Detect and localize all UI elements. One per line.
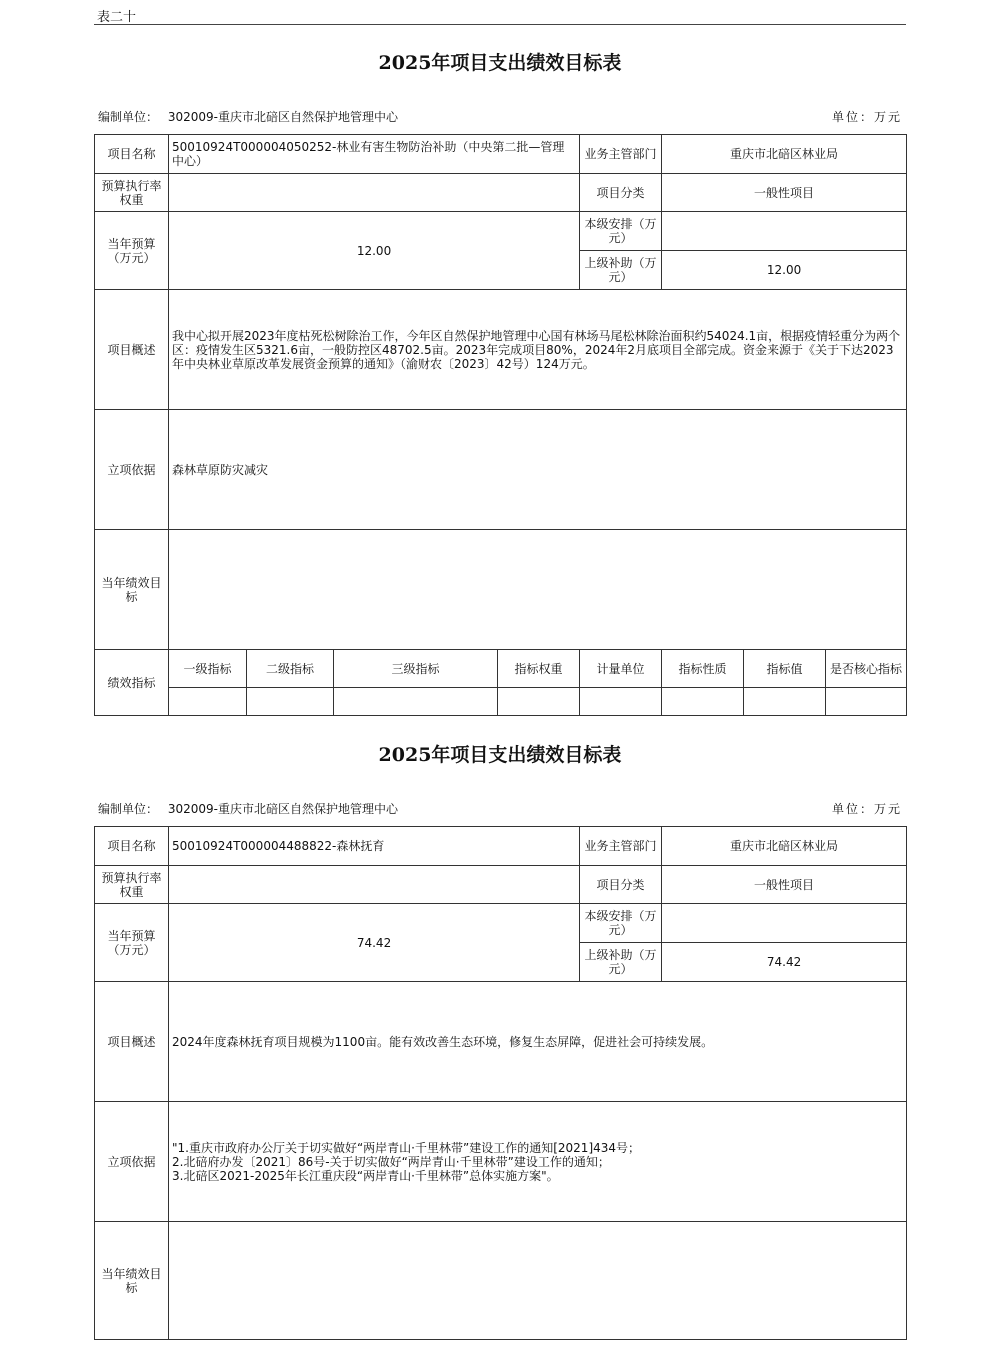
performance-table-1 <box>94 134 907 716</box>
indicator-header: 二级指标 <box>247 650 334 688</box>
indicator-cell <box>662 688 744 716</box>
table-number-tag: 表二十 <box>97 10 137 25</box>
overview-label: 项目概述 <box>95 290 169 410</box>
local-budget-value <box>662 212 907 251</box>
indicator-cell <box>169 688 247 716</box>
top-divider <box>94 24 906 25</box>
indicator-header: 三级指标 <box>334 650 498 688</box>
indicator-cell <box>580 688 662 716</box>
project-name-value: 50010924T000004488822-森林抚育 <box>169 827 580 866</box>
category-label: 项目分类 <box>580 174 662 212</box>
performance-table-2 <box>94 826 907 1340</box>
budget-total-value: 12.00 <box>169 212 580 290</box>
indicator-header: 指标值 <box>744 650 826 688</box>
dept-label: 业务主管部门 <box>580 827 662 866</box>
category-value: 一般性项目 <box>662 866 907 904</box>
basis-value: 森林草原防灾减灾 <box>169 410 907 530</box>
prepared-by-value: 302009-重庆市北碚区自然保护地管理中心 <box>167 110 398 124</box>
overview-value: 2024年度森林抚育项目规模为1100亩。能有效改善生态环境，修复生态屏障，促进社会可持续发展。 <box>169 982 907 1102</box>
exec-weight-label: 预算执行率权重 <box>95 174 169 212</box>
goal-label: 当年绩效目标 <box>95 1222 169 1340</box>
upper-subsidy-label: 上级补助（万元） <box>580 251 662 290</box>
local-budget-label: 本级安排（万元） <box>580 212 662 251</box>
indicator-header: 一级指标 <box>169 650 247 688</box>
exec-weight-label: 预算执行率权重 <box>95 866 169 904</box>
budget-total-value: 74.42 <box>169 904 580 982</box>
category-value: 一般性项目 <box>662 174 907 212</box>
indicator-header: 指标性质 <box>662 650 744 688</box>
basis-value <box>169 1102 907 1222</box>
basis-line: "1.重庆市政府办公厅关于切实做好“两岸青山·千里林带”建设工作的通知[2021]434号； <box>172 1140 641 1155</box>
basis-line: 2.北碚府办发〔2021〕86号-关于切实做好“两岸青山·千里林带”建设工作的通知； <box>172 1154 610 1169</box>
dept-label: 业务主管部门 <box>580 135 662 174</box>
category-label: 项目分类 <box>580 866 662 904</box>
exec-weight-value <box>169 174 580 212</box>
indicator-cell <box>334 688 498 716</box>
indicator-cell <box>826 688 907 716</box>
dept-value: 重庆市北碚区林业局 <box>662 827 907 866</box>
goal-value <box>169 530 907 650</box>
prepared-by-label: 编制单位： <box>98 802 159 816</box>
indicator-cell <box>247 688 334 716</box>
upper-subsidy-value: 74.42 <box>662 943 907 982</box>
indicator-header: 是否核心指标 <box>826 650 907 688</box>
local-budget-label: 本级安排（万元） <box>580 904 662 943</box>
goal-label: 当年绩效目标 <box>95 530 169 650</box>
basis-label: 立项依据 <box>95 410 169 530</box>
form-title-1: 2025年项目支出绩效目标表 <box>378 52 622 74</box>
indicators-label: 绩效指标 <box>95 650 169 716</box>
goal-value <box>169 1222 907 1340</box>
form-meta-1 <box>98 108 902 125</box>
exec-weight-value <box>169 866 580 904</box>
overview-label: 项目概述 <box>95 982 169 1102</box>
unit-label: 单位：万元 <box>831 110 902 124</box>
project-name-label: 项目名称 <box>95 827 169 866</box>
prepared-by-value: 302009-重庆市北碚区自然保护地管理中心 <box>167 802 398 816</box>
upper-subsidy-label: 上级补助（万元） <box>580 943 662 982</box>
basis-label: 立项依据 <box>95 1102 169 1222</box>
overview-value: 我中心拟开展2023年度枯死松树除治工作，今年区自然保护地管理中心国有林场马尾松林除治面积约54024.1亩，根据疫情轻重分为两个区：疫情发生区5321.6亩，一般防控区48702.5亩。2023年完成项目80%，2024年2月底项目全部完成。资金来源于《关于下达2023年中央林业草原改革发展资金预算的通知》（渝财农〔2023〕42号）124万元。 <box>169 290 907 410</box>
project-name-value: 50010924T000004050252-林业有害生物防治补助（中央第二批—管理中心） <box>169 135 580 174</box>
upper-subsidy-value: 12.00 <box>662 251 907 290</box>
indicator-cell <box>744 688 826 716</box>
local-budget-value <box>662 904 907 943</box>
project-name-label: 项目名称 <box>95 135 169 174</box>
form-meta-2 <box>98 800 902 817</box>
unit-label: 单位：万元 <box>831 802 902 816</box>
indicator-header: 指标权重 <box>498 650 580 688</box>
basis-line: 3.北碚区2021-2025年长江重庆段“两岸青山·千里林带”总体实施方案"。 <box>172 1168 559 1183</box>
budget-label: 当年预算（万元） <box>95 212 169 290</box>
dept-value: 重庆市北碚区林业局 <box>662 135 907 174</box>
indicator-cell <box>498 688 580 716</box>
indicator-header: 计量单位 <box>580 650 662 688</box>
budget-label: 当年预算（万元） <box>95 904 169 982</box>
prepared-by-label: 编制单位： <box>98 110 159 124</box>
form-title-2: 2025年项目支出绩效目标表 <box>378 744 622 766</box>
